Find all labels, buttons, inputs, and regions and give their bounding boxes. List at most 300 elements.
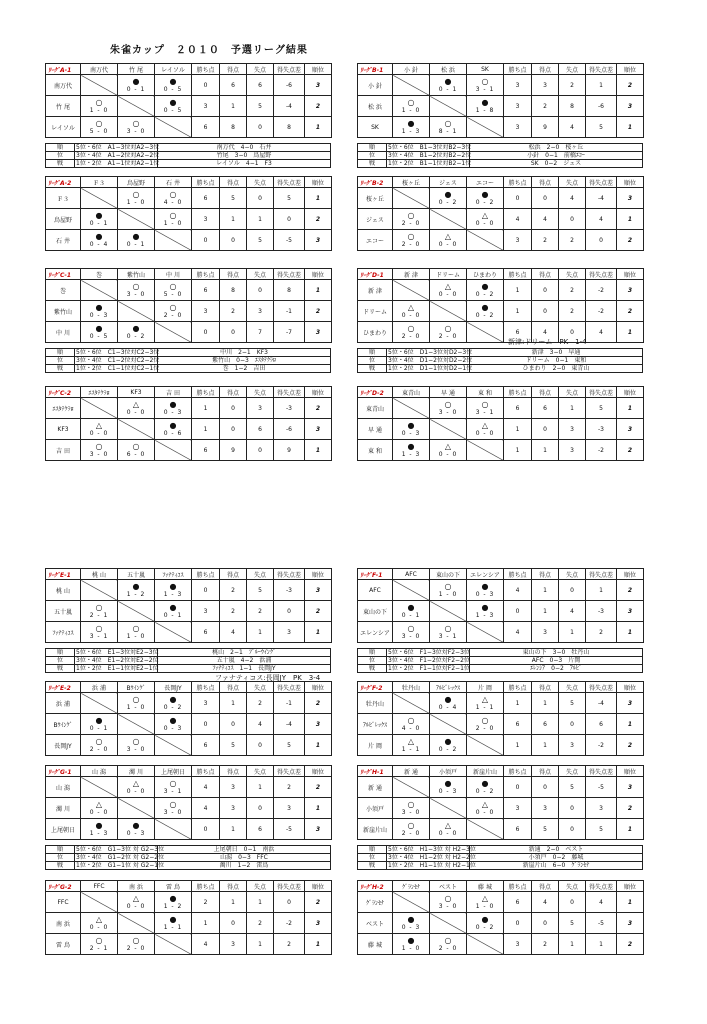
placement-score: AFC 0−3 片岡 <box>470 657 643 665</box>
goals-against-value: 5 <box>559 777 586 798</box>
match-cell <box>393 230 430 251</box>
match-score: 0 - 1 <box>401 611 421 619</box>
header-gf: 得点 <box>532 569 559 580</box>
match-cell <box>81 601 118 622</box>
placement-score: 南万代 4−0 石井 <box>158 144 331 152</box>
rank-value: 2 <box>617 934 644 955</box>
goals-against-value: 0 <box>559 892 586 913</box>
diagonal-cell <box>81 580 118 601</box>
goals-against-value: 0 <box>247 440 274 461</box>
header-gf: 得点 <box>532 64 559 75</box>
rank-value: 1 <box>305 798 332 819</box>
result-symbol: ● <box>132 820 140 830</box>
header-rank: 順位 <box>305 881 332 892</box>
points-value: 1 <box>504 280 532 301</box>
result-symbol: ○ <box>132 935 140 945</box>
placement-label: 位 <box>46 657 75 665</box>
goal-diff-value: -6 <box>274 419 305 440</box>
column-team: 東青山 <box>393 387 430 398</box>
match-score: 1 - 2 <box>126 590 146 598</box>
points-value: 3 <box>504 798 532 819</box>
group-label: ﾘｰｸﾞH-2 <box>358 881 393 892</box>
rank-value: 3 <box>305 580 332 601</box>
placement-label: 戦 <box>358 160 387 168</box>
row-team: 中 川 <box>46 322 81 343</box>
placement-label: 順 <box>46 649 75 657</box>
placement-score: ﾌｧﾅﾃｨｺｽ 1−1 長岡JY <box>158 665 331 673</box>
match-cell <box>81 934 118 955</box>
league-block-12 <box>45 765 331 870</box>
placement-row <box>46 854 331 862</box>
diagonal-cell <box>430 913 467 934</box>
header-ga: 失点 <box>559 766 586 777</box>
header-gf: 得点 <box>532 177 559 188</box>
placement-row <box>358 657 643 665</box>
placement-score: 竹尾 3−0 鳥屋野 <box>158 152 331 160</box>
header-points: 勝ち点 <box>504 569 532 580</box>
diagonal-cell <box>467 622 504 643</box>
rank-value: 2 <box>617 580 644 601</box>
match-score: 0 - 2 <box>438 198 458 206</box>
header-gf: 得点 <box>532 682 559 693</box>
match-score: 4 - 0 <box>163 198 183 206</box>
placement-label: 位 <box>46 854 75 862</box>
match-score: 2 - 0 <box>126 944 146 952</box>
match-score: 1 - 1 <box>163 923 183 931</box>
goals-against-value: 1 <box>559 398 586 419</box>
match-cell <box>430 892 467 913</box>
table-row <box>358 75 644 96</box>
points-value: 3 <box>504 117 532 138</box>
header-rank: 順位 <box>617 766 644 777</box>
league-block-3 <box>357 176 643 251</box>
match-cell <box>467 714 504 735</box>
goal-diff-value: 0 <box>586 230 617 251</box>
match-cell <box>155 75 192 96</box>
result-symbol: ○ <box>95 97 103 107</box>
result-symbol: △ <box>481 799 489 809</box>
column-team: 上尾朝日 <box>155 766 192 777</box>
placement-results <box>357 845 643 870</box>
diagonal-cell <box>393 693 430 714</box>
goals-against-value: 2 <box>559 230 586 251</box>
placement-match: 3位・4位 F1−2位対F2−2位 <box>388 657 470 664</box>
match-cell <box>118 440 155 461</box>
rank-value: 1 <box>617 322 644 343</box>
table-row <box>46 75 332 96</box>
goals-for-value: 3 <box>220 777 247 798</box>
placement-row <box>358 160 643 168</box>
goal-diff-value: 2 <box>274 777 305 798</box>
row-team: ベスト <box>358 913 393 934</box>
goals-for-value: 0 <box>220 913 247 934</box>
goals-against-value: 6 <box>247 419 274 440</box>
league-block-1 <box>45 176 331 251</box>
result-symbol: ● <box>132 581 140 591</box>
header-gd: 得失点差 <box>586 569 617 580</box>
row-team: 石 井 <box>46 230 81 251</box>
match-score: 3 - 0 <box>89 450 109 458</box>
header-points: 勝ち点 <box>192 177 220 188</box>
match-cell <box>81 117 118 138</box>
goals-against-value: 1 <box>247 622 274 643</box>
placement-row <box>46 349 331 357</box>
diagonal-cell <box>155 440 192 461</box>
result-symbol: ● <box>169 715 177 725</box>
match-cell <box>155 601 192 622</box>
header-gf: 得点 <box>220 881 247 892</box>
row-team: SK <box>358 117 393 138</box>
table-row <box>46 580 332 601</box>
goal-diff-value: -4 <box>586 693 617 714</box>
diagonal-cell <box>430 419 467 440</box>
result-symbol: △ <box>407 302 415 312</box>
rank-value: 3 <box>617 777 644 798</box>
header-gf: 得点 <box>532 881 559 892</box>
match-score: 3 - 1 <box>163 787 183 795</box>
goals-for-value: 1 <box>532 580 559 601</box>
result-symbol: △ <box>444 820 452 830</box>
goals-against-value: 5 <box>559 913 586 934</box>
rank-value: 1 <box>305 934 332 955</box>
placement-results <box>357 348 643 373</box>
header-gf: 得点 <box>220 177 247 188</box>
placement-label: 順 <box>46 349 75 357</box>
header-rank: 順位 <box>305 177 332 188</box>
goal-diff-value: -4 <box>274 96 305 117</box>
placement-match: 1位・2位 C1−1位対C2−1位 <box>76 365 160 372</box>
placement-row <box>358 846 643 854</box>
result-symbol: ○ <box>169 281 177 291</box>
placement-match: 3位・4位 G1−2位 対 G2−2位 <box>76 854 165 861</box>
match-score: 2 - 0 <box>438 944 458 952</box>
diagonal-cell <box>393 188 430 209</box>
column-team: 早 通 <box>430 387 467 398</box>
result-symbol: ● <box>481 581 489 591</box>
diagonal-cell <box>118 419 155 440</box>
placement-score: 新崖片山 6−0 ｸﾞﾗﾝｾﾅ <box>470 862 643 870</box>
rank-value: 3 <box>617 188 644 209</box>
row-team: 小 針 <box>358 75 393 96</box>
rank-value: 1 <box>617 622 644 643</box>
row-team: ｸﾞﾗﾝｾﾅ <box>358 892 393 913</box>
row-team: ドリーム <box>358 301 393 322</box>
column-team: エコー <box>467 177 504 188</box>
diagonal-cell <box>118 209 155 230</box>
goals-against-value: 3 <box>247 301 274 322</box>
match-score: 0 - 6 <box>163 429 183 437</box>
match-score: 0 - 1 <box>89 724 109 732</box>
diagonal-cell <box>430 601 467 622</box>
result-symbol: ● <box>132 323 140 333</box>
header-rank: 順位 <box>305 569 332 580</box>
result-symbol: ○ <box>95 602 103 612</box>
goal-diff-value: 0 <box>274 892 305 913</box>
table-row <box>358 419 644 440</box>
result-symbol: ○ <box>132 694 140 704</box>
league-block-9 <box>45 681 331 756</box>
league-table <box>45 268 332 343</box>
result-symbol: ● <box>95 210 103 220</box>
goals-against-value: 2 <box>247 913 274 934</box>
group-label: ﾘｰｸﾞE-1 <box>46 569 81 580</box>
match-score: 1 - 0 <box>126 198 146 206</box>
header-ga: 失点 <box>247 682 274 693</box>
points-value: 4 <box>504 209 532 230</box>
match-score: 0 - 0 <box>475 808 495 816</box>
header-gf: 得点 <box>220 269 247 280</box>
column-team: ｱﾙﾋﾞﾚｯｸｽ <box>430 682 467 693</box>
match-cell <box>430 398 467 419</box>
match-cell <box>393 735 430 756</box>
match-score: 0 - 0 <box>89 429 109 437</box>
league-block-6 <box>357 268 643 373</box>
pk-note-e1: ファナティコス:長岡JY PK 3-4 <box>215 674 321 682</box>
match-score: 0 - 0 <box>126 787 146 795</box>
league-block-4 <box>45 268 331 373</box>
placement-row <box>358 649 643 657</box>
result-symbol: △ <box>444 281 452 291</box>
result-symbol: ● <box>95 820 103 830</box>
goals-for-value: 1 <box>532 693 559 714</box>
match-score: 3 - 1 <box>475 85 495 93</box>
goals-for-value: 0 <box>532 188 559 209</box>
placement-match: 1位・2位 F1−1位対F2−1位 <box>388 665 470 672</box>
match-score: 5 - 0 <box>163 290 183 298</box>
column-team: Ｆ３ <box>81 177 118 188</box>
placement-match: 1位・2位 E1−1位対E2−1位 <box>76 665 159 672</box>
goal-diff-value: 4 <box>586 892 617 913</box>
match-score: 3 - 0 <box>438 408 458 416</box>
diagonal-cell <box>155 819 192 840</box>
placement-score: 松浜 2−0 桜ヶ丘 <box>470 144 643 152</box>
table-row <box>358 819 644 840</box>
rank-value: 1 <box>305 280 332 301</box>
row-team: 南 浜 <box>46 913 81 934</box>
league-block-5 <box>45 386 331 461</box>
points-value: 3 <box>192 96 220 117</box>
rank-value: 3 <box>305 714 332 735</box>
result-symbol: ● <box>444 778 452 788</box>
match-cell <box>81 419 118 440</box>
diagonal-cell <box>81 398 118 419</box>
header-gd: 得失点差 <box>586 269 617 280</box>
goals-for-value: 0 <box>220 322 247 343</box>
match-cell <box>81 714 118 735</box>
points-value: 0 <box>504 777 532 798</box>
diagonal-cell <box>467 230 504 251</box>
match-cell <box>155 913 192 934</box>
placement-label: 順 <box>358 649 387 657</box>
placement-match: 5位・6位 H1−3位 対 H2−3位 <box>388 846 476 853</box>
column-team: 雷 鳥 <box>155 881 192 892</box>
match-cell <box>155 714 192 735</box>
group-label: ﾘｰｸﾞC-1 <box>46 269 81 280</box>
match-cell <box>467 892 504 913</box>
placement-match: 1位・2位 D1−1位対D2−1位 <box>388 365 473 372</box>
placement-match: 5位・6位 E1−3位対E2−3位 <box>76 649 159 656</box>
rank-value: 2 <box>305 892 332 913</box>
rank-value: 2 <box>617 440 644 461</box>
goals-for-value: 8 <box>220 280 247 301</box>
goals-for-value: 1 <box>220 209 247 230</box>
goals-against-value: 0 <box>247 735 274 756</box>
row-team: 五十嵐 <box>46 601 81 622</box>
result-symbol: ○ <box>132 189 140 199</box>
rank-value: 1 <box>617 892 644 913</box>
header-gd: 得失点差 <box>586 387 617 398</box>
goal-diff-value: 1 <box>586 75 617 96</box>
header-gd: 得失点差 <box>586 682 617 693</box>
match-cell <box>155 419 192 440</box>
goal-diff-value: 1 <box>586 934 617 955</box>
placement-match: 1位・2位 H1−1位 対 H2−1位 <box>388 862 476 869</box>
row-team: 吉 田 <box>46 440 81 461</box>
match-score: 2 - 0 <box>163 311 183 319</box>
goal-diff-value: 4 <box>586 322 617 343</box>
goal-diff-value: 3 <box>274 798 305 819</box>
header-gf: 得点 <box>220 64 247 75</box>
result-symbol: ● <box>407 602 415 612</box>
rank-value: 3 <box>617 280 644 301</box>
rank-value: 3 <box>617 96 644 117</box>
result-symbol: ○ <box>132 736 140 746</box>
match-score: 1 - 0 <box>475 902 495 910</box>
result-symbol: △ <box>481 694 489 704</box>
placement-label: 順 <box>358 144 387 152</box>
header-gf: 得点 <box>220 766 247 777</box>
header-ga: 失点 <box>247 387 274 398</box>
table-row <box>46 96 332 117</box>
row-team: エコー <box>358 230 393 251</box>
result-symbol: ● <box>407 935 415 945</box>
pk-note-d1: 新津:ドリーム PK 1-4 <box>508 338 587 346</box>
table-row <box>46 913 332 934</box>
match-score: 3 - 1 <box>89 632 109 640</box>
table-row <box>358 934 644 955</box>
match-score: 0 - 2 <box>163 703 183 711</box>
league-table <box>357 176 644 251</box>
match-score: 1 - 3 <box>401 450 421 458</box>
goal-diff-value: 5 <box>586 819 617 840</box>
row-team: 上尾朝日 <box>46 819 81 840</box>
result-symbol: △ <box>481 210 489 220</box>
row-team: FFC <box>46 892 81 913</box>
table-row <box>358 693 644 714</box>
points-value: 1 <box>504 735 532 756</box>
points-value: 6 <box>504 322 532 343</box>
points-value: 1 <box>504 419 532 440</box>
header-ga: 失点 <box>247 881 274 892</box>
result-symbol: ○ <box>95 441 103 451</box>
result-symbol: ○ <box>132 281 140 291</box>
match-score: 2 - 0 <box>401 219 421 227</box>
goal-diff-value: -6 <box>274 75 305 96</box>
points-value: 3 <box>192 209 220 230</box>
header-points: 勝ち点 <box>192 766 220 777</box>
group-label: ﾘｰｸﾞA-2 <box>46 177 81 188</box>
column-team: FFC <box>81 881 118 892</box>
match-score: 3 - 1 <box>475 408 495 416</box>
match-cell <box>430 440 467 461</box>
goals-for-value: 3 <box>532 75 559 96</box>
result-symbol: ○ <box>132 441 140 451</box>
placement-results <box>45 648 331 673</box>
header-points: 勝ち点 <box>504 682 532 693</box>
match-score: 0 - 3 <box>401 923 421 931</box>
match-score: 0 - 1 <box>126 85 146 93</box>
table-row <box>358 913 644 934</box>
goal-diff-value: 2 <box>274 934 305 955</box>
result-symbol: ● <box>95 302 103 312</box>
header-rank: 順位 <box>617 682 644 693</box>
row-team: 東青山 <box>358 398 393 419</box>
placement-score: レイソル 4−1 F3 <box>158 160 331 168</box>
placement-score: 新通 2−0 ベスト <box>470 846 643 854</box>
league-block-14 <box>357 765 643 870</box>
goal-diff-value: -5 <box>586 913 617 934</box>
goals-for-value: 1 <box>532 735 559 756</box>
goals-against-value: 0 <box>247 280 274 301</box>
match-cell <box>393 419 430 440</box>
goals-for-value: 3 <box>532 798 559 819</box>
table-row <box>46 398 332 419</box>
placement-results <box>45 348 331 373</box>
result-symbol: ○ <box>444 323 452 333</box>
points-value: 3 <box>504 96 532 117</box>
result-symbol: △ <box>444 231 452 241</box>
goals-against-value: 1 <box>247 777 274 798</box>
goal-diff-value: 5 <box>274 188 305 209</box>
match-cell <box>467 798 504 819</box>
match-score: 0 - 2 <box>438 745 458 753</box>
match-cell <box>430 230 467 251</box>
header-gd: 得失点差 <box>274 766 305 777</box>
placement-row <box>46 862 331 870</box>
match-cell <box>118 777 155 798</box>
goals-for-value: 1 <box>532 440 559 461</box>
goals-for-value: 6 <box>532 398 559 419</box>
column-team: 南 浜 <box>118 881 155 892</box>
result-symbol: ● <box>95 323 103 333</box>
column-team: 東山の下 <box>430 569 467 580</box>
header-ga: 失点 <box>559 64 586 75</box>
goal-diff-value: 0 <box>274 209 305 230</box>
diagonal-cell <box>155 230 192 251</box>
diagonal-cell <box>81 892 118 913</box>
column-team: 南万代 <box>81 64 118 75</box>
table-row <box>46 601 332 622</box>
column-team: 巻 <box>81 269 118 280</box>
goal-diff-value: -3 <box>274 398 305 419</box>
row-team: 浜 浦 <box>46 693 81 714</box>
header-ga: 失点 <box>247 766 274 777</box>
goals-for-value: 8 <box>220 117 247 138</box>
goals-against-value: 3 <box>559 735 586 756</box>
match-cell <box>155 693 192 714</box>
goal-diff-value: -5 <box>586 777 617 798</box>
diagonal-cell <box>155 622 192 643</box>
row-team: 巻 <box>46 280 81 301</box>
points-value: 3 <box>504 230 532 251</box>
league-block-2 <box>357 63 643 168</box>
header-gf: 得点 <box>532 387 559 398</box>
points-value: 0 <box>504 601 532 622</box>
match-score: 0 - 0 <box>475 429 495 437</box>
placement-label: 戦 <box>46 365 75 373</box>
table-row <box>358 777 644 798</box>
match-cell <box>81 913 118 934</box>
